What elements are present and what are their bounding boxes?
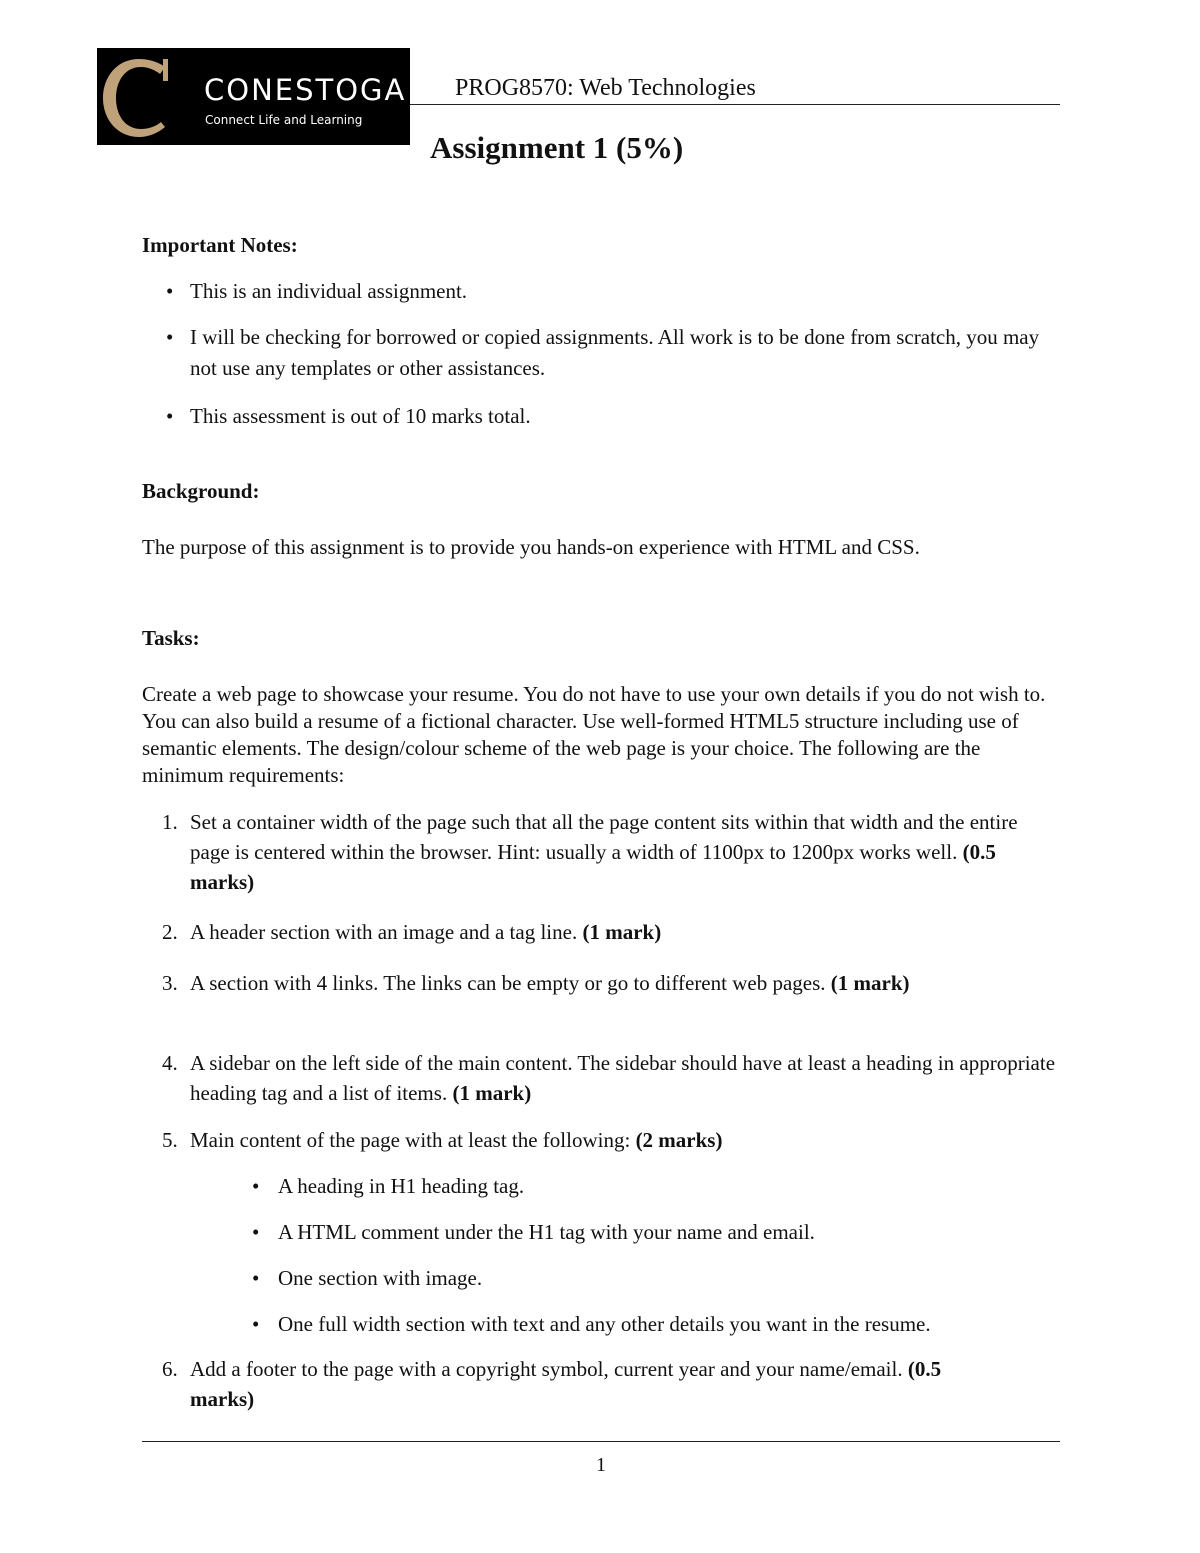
task-text: A section with 4 links. The links can be empty or go to different web pages. (1 mark) — [190, 971, 910, 995]
task-text: Add a footer to the page with a copyright symbol, current year and your name/email. (0.5 marks) — [190, 1357, 942, 1411]
task-text: Main content of the page with at least the following: (2 marks) — [190, 1128, 723, 1152]
task-marks: (1 mark) — [582, 920, 662, 944]
task-number: 2. — [162, 920, 178, 944]
bullet-icon: • — [252, 1220, 260, 1244]
conestoga-c-logo-icon — [97, 55, 183, 141]
bullet-icon: • — [166, 325, 174, 349]
subitem-text: One full width section with text and any other details you want in the resume. — [278, 1312, 931, 1336]
task-text: Set a container width of the page such that all the page content sits within that width and the entire page is centered within the browser. Hint: usually a width of 1100px to 1200px works well. (0.5 marks) — [190, 810, 1018, 894]
task-number: 1. — [162, 810, 178, 834]
bullet-icon: • — [166, 279, 174, 303]
note-text: This is an individual assignment. — [190, 279, 468, 303]
notes-heading: Important Notes: — [142, 233, 298, 257]
bullet-icon: • — [252, 1266, 260, 1290]
bullet-icon: • — [166, 404, 174, 428]
task-marks: (0.5 marks) — [190, 840, 996, 894]
subitem-text: A HTML comment under the H1 tag with your name and email. — [278, 1220, 815, 1244]
task-number: 5. — [162, 1128, 178, 1152]
note-text: This assessment is out of 10 marks total. — [190, 404, 531, 428]
bullet-icon: • — [252, 1312, 260, 1336]
background-heading: Background: — [142, 479, 260, 503]
logo-tagline: Connect Life and Learning — [205, 113, 363, 127]
bullet-icon: • — [252, 1174, 260, 1198]
subitem-text: One section with image. — [278, 1266, 483, 1290]
background-text: The purpose of this assignment is to provide you hands-on experience with HTML and CSS. — [142, 535, 920, 559]
header-divider — [410, 104, 1060, 105]
task-number: 6. — [162, 1357, 178, 1381]
task-marks: (1 mark) — [830, 971, 910, 995]
course-title: PROG8570: Web Technologies — [455, 75, 756, 101]
tasks-intro: Create a web page to showcase your resume. You do not have to use your own details if you do not wish to. You can also build a resume of a fictional character. Use well-formed HTML5 structure including use of semantic elements. The design/colour scheme of the web page is your choice. The following are the minimum requirements: — [142, 682, 1046, 787]
task-marks: (1 mark) — [452, 1081, 532, 1105]
task-marks: (0.5 marks) — [190, 1357, 942, 1411]
task-marks: (2 marks) — [635, 1128, 723, 1152]
assignment-title: Assignment 1 (5%) — [430, 130, 684, 165]
tasks-heading: Tasks: — [142, 626, 200, 650]
task-text: A sidebar on the left side of the main content. The sidebar should have at least a heading in appropriate heading tag and a list of items. (1 mark) — [190, 1051, 1056, 1105]
subitem-text: A heading in H1 heading tag. — [278, 1174, 525, 1198]
note-text: I will be checking for borrowed or copied assignments. All work is to be done from scratch, you may not use any templates or other assistances. — [190, 325, 1040, 380]
page-number: 1 — [596, 1454, 606, 1476]
task-text: A header section with an image and a tag line. (1 mark) — [190, 920, 662, 944]
task-number: 4. — [162, 1051, 178, 1075]
logo-name: CONESTOGA — [204, 73, 407, 107]
footer-divider — [142, 1441, 1060, 1442]
task-number: 3. — [162, 971, 178, 995]
